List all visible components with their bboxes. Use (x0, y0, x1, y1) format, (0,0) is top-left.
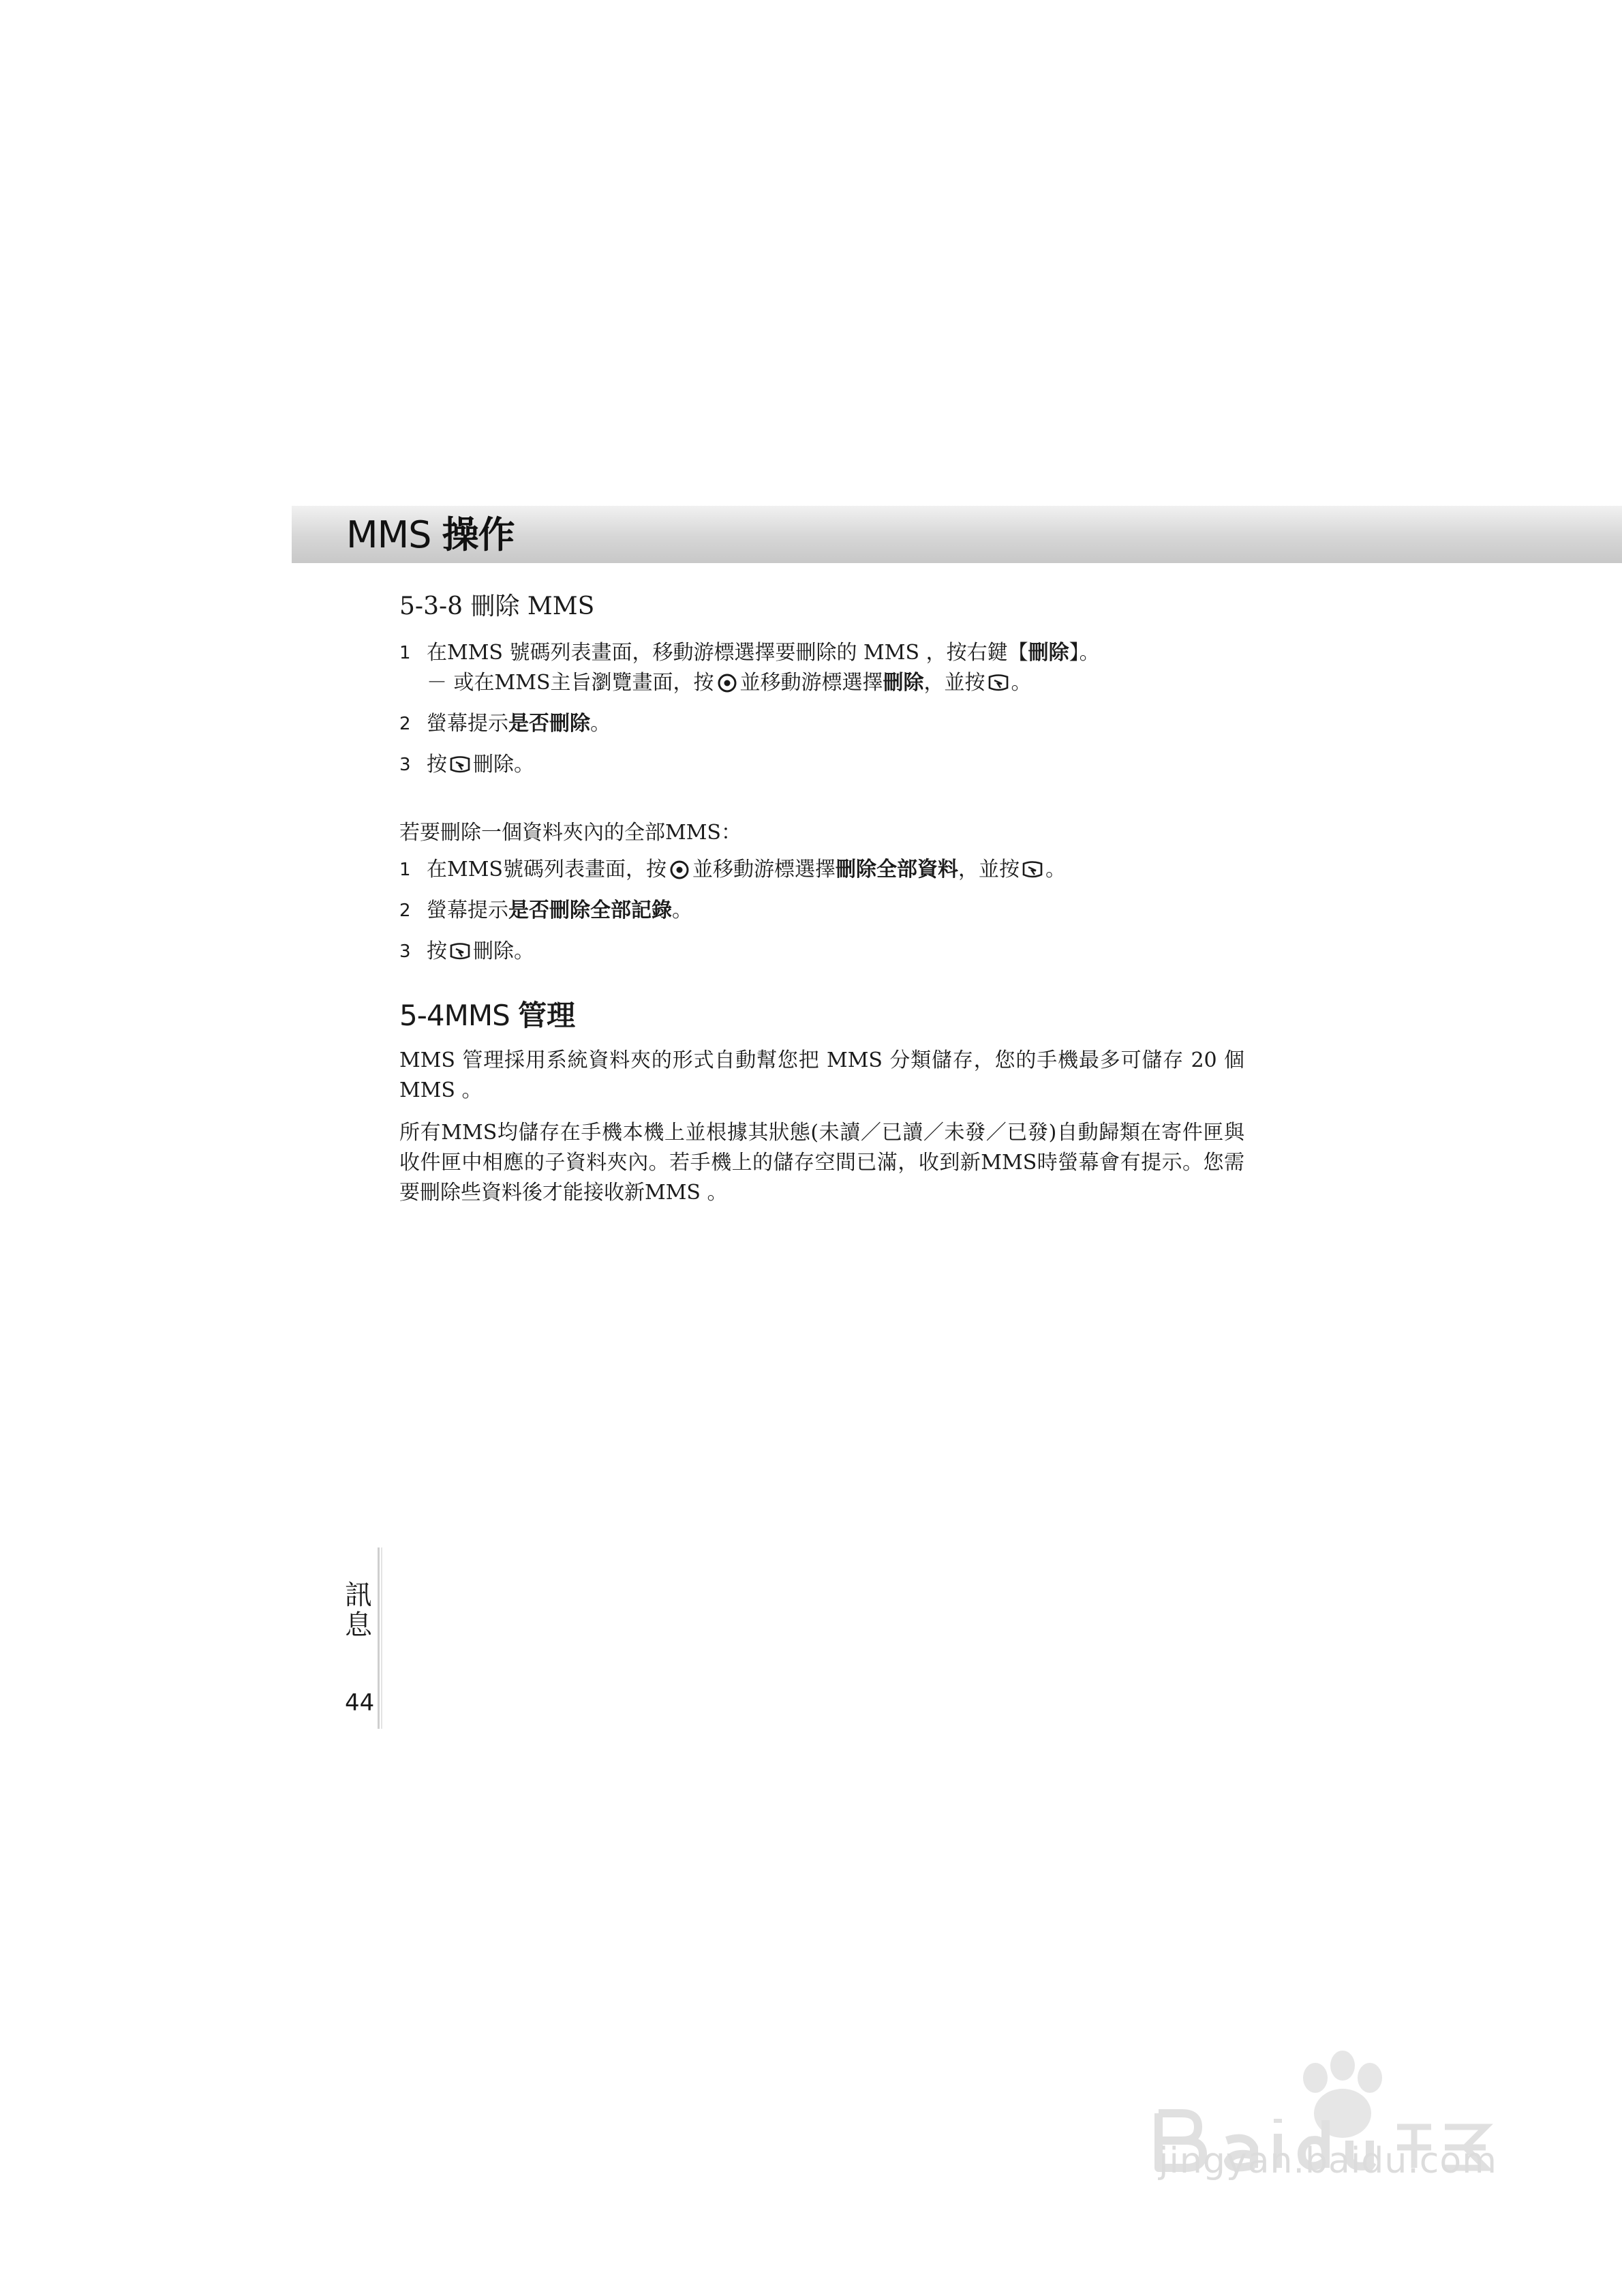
step-text: 在MMS 號碼列表畫面，移動游標選擇要刪除的 MMS ，按右鍵【 (427, 641, 1028, 665)
page-number: 44 (345, 1689, 375, 1717)
step-text: 螢幕提示 (427, 712, 508, 736)
step-text: 。 (1045, 858, 1066, 881)
step-number: 3 (399, 941, 411, 962)
step-number: 1 (399, 643, 411, 663)
alt-text: 。 (1011, 671, 1032, 695)
step-text-end: 。 (590, 712, 611, 736)
mms-management-paragraph-2: 所有MMS均儲存在手機本機上並根據其狀態(未讀／已讀／未發／已發)自動歸類在寄件匣與收件匣中相應的子資料夾內。若手機上的儲存空間已滿，收到新MMS時螢幕會有提示。您需要刪除些資料後才能接收新MMS 。 (399, 1121, 1244, 1205)
step-1-alternative (427, 668, 1244, 698)
section-heading-5-3-8: 5-3-8 刪除 MMS (399, 592, 595, 620)
chapter-tab-char: 訊 (345, 1580, 372, 1611)
nav-center-key-icon (716, 673, 739, 693)
page-title-latin: MMS (346, 513, 442, 556)
mms-management-paragraph-1: MMS 管理採用系統資料夾的形式自動幫您把 MMS 分類儲存，您的手機最多可儲存 20 個 MMS 。 (399, 1048, 1244, 1102)
step-number: 2 (399, 714, 411, 734)
side-divider (381, 1547, 382, 1729)
section-heading-5-4 (399, 994, 1244, 1038)
step-bold: 刪除全部資料 (836, 858, 958, 881)
step-bold: 是否刪除全部記錄 (508, 898, 672, 922)
step-text: 螢幕提示 (427, 898, 508, 922)
step-2 (399, 709, 1244, 739)
step-text: ，並按 (958, 858, 1020, 881)
alt-text: － 或在MMS主旨瀏覽畫面，按 (427, 671, 714, 695)
step-3 (399, 750, 1244, 780)
chapter-side-tab (345, 1580, 372, 1640)
alt-text: ，並按 (923, 671, 985, 695)
step-number: 2 (399, 901, 411, 921)
step-text-end: 】。 (1069, 641, 1100, 665)
step-number: 1 (399, 860, 411, 880)
step-bold: 是否刪除 (508, 712, 590, 736)
section-heading-number: 5-4MMS (399, 999, 519, 1032)
nav-center-key-icon (668, 860, 691, 880)
step-text: 並移動游標選擇 (692, 858, 836, 881)
alt-bold: 刪除 (883, 671, 924, 695)
ok-softkey-icon (1021, 860, 1044, 880)
alt-text: 並移動游標選擇 (739, 671, 883, 695)
step-text: 刪除。 (473, 939, 534, 963)
step-text: 在MMS號碼列表畫面，按 (427, 858, 667, 881)
ok-softkey-icon (987, 673, 1010, 693)
section-heading-title: 管理 (518, 999, 576, 1032)
main-content (399, 586, 1244, 1220)
step-text-end: 。 (672, 898, 692, 922)
step-number: 3 (399, 755, 411, 775)
chapter-tab-char: 息 (345, 1610, 372, 1641)
ok-softkey-icon (448, 755, 472, 775)
side-divider (378, 1547, 380, 1729)
step-1 (399, 638, 1244, 698)
step-bold: 刪除 (1028, 641, 1069, 665)
step-text: 刪除。 (473, 753, 534, 776)
page-title-cjk: 操作 (442, 513, 515, 556)
page-title (346, 510, 515, 560)
delete-all-step-3 (399, 937, 1244, 967)
step-text: 按 (427, 939, 447, 963)
watermark-url: jingyan.baidu.com (1159, 2141, 1497, 2181)
delete-all-step-2 (399, 896, 1244, 926)
ok-softkey-icon (448, 941, 472, 962)
delete-all-step-1 (399, 855, 1244, 885)
step-text: 按 (427, 753, 447, 776)
spacer (399, 791, 1244, 818)
baidu-jingyan-watermark-logo (1145, 2038, 1527, 2216)
delete-all-intro: 若要刪除一個資料夾內的全部MMS： (399, 821, 741, 845)
